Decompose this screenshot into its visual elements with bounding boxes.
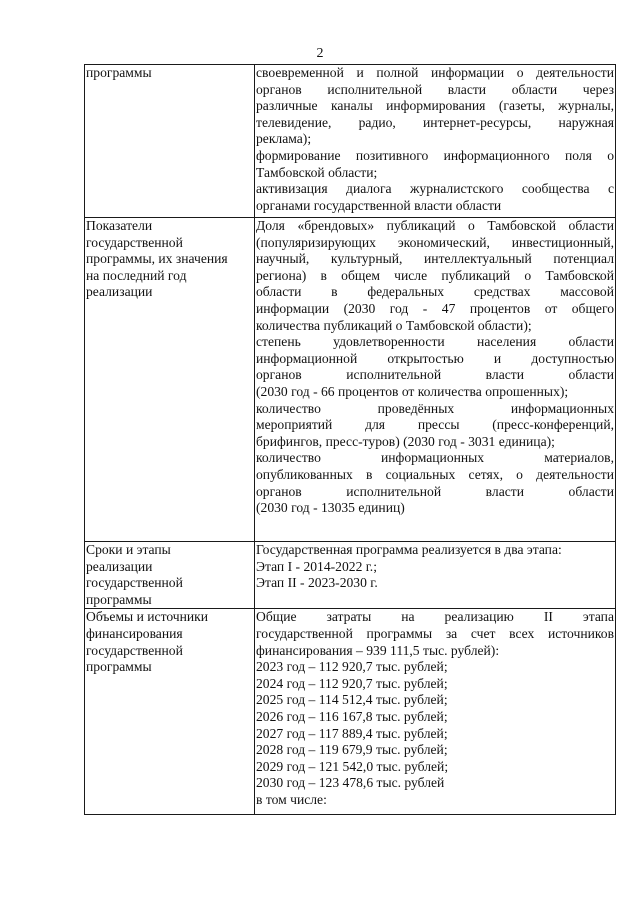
row-value-goals xyxy=(255,65,616,218)
text-line: региона) в общем числе публикаций о Тамбовской xyxy=(256,267,614,283)
text-line: государственной программы за счет всех источников xyxy=(256,625,614,641)
text-line: формирование позитивного информационного поля о xyxy=(256,147,614,163)
text-line: 2026 год – 116 167,8 тыс. рублей; xyxy=(256,708,448,724)
text-line: различные каналы информирования (газеты, журналы, xyxy=(256,98,614,114)
table-row-finance xyxy=(85,609,616,815)
text-line: Доля «брендовых» публикаций о Тамбовской области xyxy=(256,218,614,233)
text-line: своевременной и полной информации о деятельности xyxy=(256,65,614,80)
text-line: органами государственной власти области xyxy=(256,197,502,213)
table-row-terms xyxy=(85,542,616,609)
row-label-indicators xyxy=(85,218,255,542)
text-line: государственной xyxy=(86,642,183,658)
page-number: 2 xyxy=(316,46,324,61)
text-line: информационной открытостью и доступностью xyxy=(256,350,614,366)
text-line: Общие затраты на реализацию II этапа xyxy=(256,609,614,625)
text-line: программы, их значения xyxy=(86,251,228,267)
row-value-terms xyxy=(255,542,616,609)
text-line: информации (2030 год - 47 процентов от общего xyxy=(256,300,614,316)
text-line: опубликованных в социальных сетях, о деятельности xyxy=(256,466,614,482)
row-label-finance xyxy=(85,609,255,815)
text-line: Этап I - 2014-2022 г.; xyxy=(256,558,377,574)
text-line: Государственная программа реализуется в два этапа: xyxy=(256,542,562,557)
text-line: 2028 год – 119 679,9 тыс. рублей; xyxy=(256,742,448,758)
text-line: органов исполнительной власти области xyxy=(256,483,614,499)
text-line: 2030 год – 123 478,6 тыс. рублей xyxy=(256,775,445,791)
text-line: программы xyxy=(86,659,152,675)
text-line: программы xyxy=(86,591,152,607)
text-line: Сроки и этапы xyxy=(86,542,171,557)
text-line: органов исполнительной власти области xyxy=(256,367,614,383)
text-line: на последний год xyxy=(86,267,187,283)
text-line: активизация диалога журналистского сообщества с xyxy=(256,181,614,197)
text-line: 2027 год – 117 889,4 тыс. рублей; xyxy=(256,725,448,741)
text-line: количество проведённых информационных xyxy=(256,400,614,416)
text-line: реклама); xyxy=(256,131,312,147)
text-line: 2024 год – 112 920,7 тыс. рублей; xyxy=(256,675,448,691)
text-line: (2030 год - 66 процентов от количества опрошенных); xyxy=(256,383,569,399)
text-line: Показатели xyxy=(86,218,153,233)
text-line: государственной xyxy=(86,575,183,591)
text-line: телевидение, радио, интернет-ресурсы, наружная xyxy=(256,114,614,130)
table-row-indicators xyxy=(85,218,616,542)
text-line: научный, культурный, интеллектуальный потенциал xyxy=(256,251,614,267)
text-line: Объемы и источники xyxy=(86,609,209,625)
text-line: 2023 год – 112 920,7 тыс. рублей; xyxy=(256,659,448,675)
text-line: 2025 год – 114 512,4 тыс. рублей; xyxy=(256,692,448,708)
text-line: мероприятий для прессы (пресс-конференций, xyxy=(256,417,614,433)
text-line: степень удовлетворенности населения области xyxy=(256,334,614,350)
text-line: программы xyxy=(86,65,152,80)
table-row-goals xyxy=(85,65,616,218)
row-label-goals xyxy=(85,65,255,218)
row-label-terms xyxy=(85,542,255,609)
text-line: (популяризирующих экономический, инвестиционный, xyxy=(256,234,614,250)
row-value-finance xyxy=(255,609,616,815)
text-line: в том числе: xyxy=(256,791,327,807)
text-line: финансирования – 939 111,5 тыс. рублей): xyxy=(256,642,500,658)
text-line: финансирования xyxy=(86,625,183,641)
row-value-indicators xyxy=(255,218,616,542)
text-line: органов исполнительной власти области через xyxy=(256,81,614,97)
text-line: реализации xyxy=(86,284,153,300)
text-line: области в федеральных средствах массовой xyxy=(256,284,614,300)
text-line: Тамбовской области; xyxy=(256,164,378,180)
text-line: количества публикаций о Тамбовской области); xyxy=(256,317,532,333)
text-line: (2030 год - 13035 единиц) xyxy=(256,500,405,516)
text-line: 2029 год – 121 542,0 тыс. рублей; xyxy=(256,758,449,774)
text-line: количество информационных материалов, xyxy=(256,450,614,466)
text-line: государственной xyxy=(86,234,183,250)
text-line: Этап II - 2023-2030 г. xyxy=(256,575,378,591)
text-line: брифингов, пресс-туров) (2030 год - 3031 единица); xyxy=(256,433,555,449)
text-line: реализации xyxy=(86,558,153,574)
program-passport-table xyxy=(84,64,616,815)
